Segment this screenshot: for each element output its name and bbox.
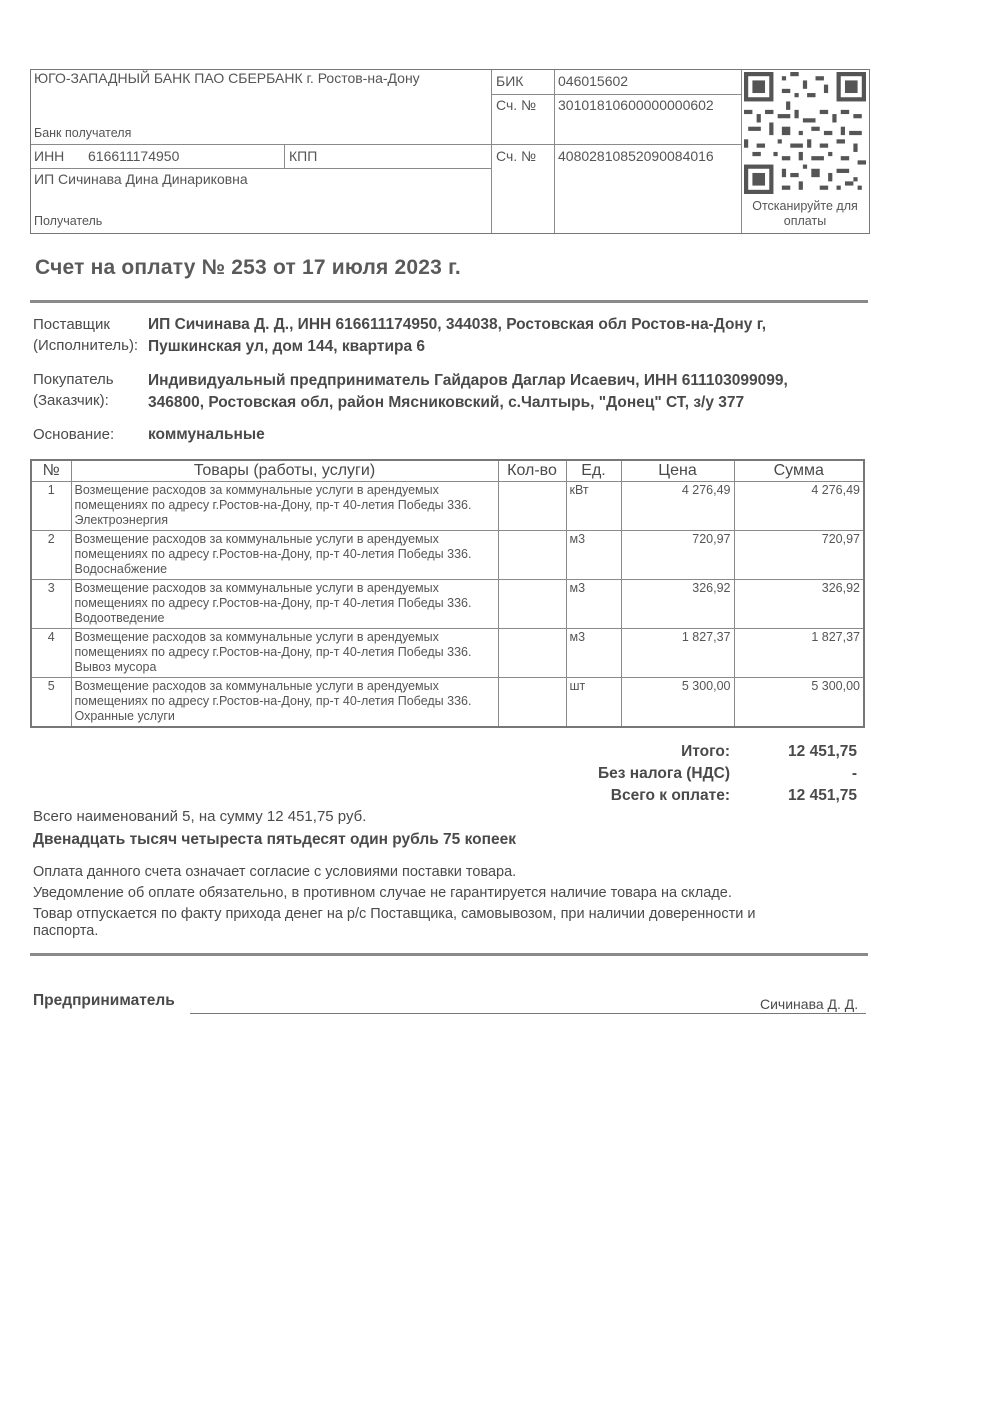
items-count-summary: Всего наименований 5, на сумму 12 451,75 руб. xyxy=(33,808,367,825)
amount-in-words: Двенадцать тысяч четыреста пятьдесят один рубль 75 копеек xyxy=(33,831,516,848)
note-line-1: Оплата данного счета означает согласие с условиями поставки товара. xyxy=(33,864,517,880)
row-unit: м3 xyxy=(566,531,621,580)
total-value: 12 451,75 xyxy=(788,743,857,760)
inn-value: 616611174950 xyxy=(88,148,180,164)
bank-name: ЮГО-ЗАПАДНЫЙ БАНК ПАО СБЕРБАНК г. Ростов-на-Дону xyxy=(34,70,420,86)
recipient-label: Получатель xyxy=(34,214,103,228)
table-row xyxy=(31,580,864,629)
row-name: Возмещение расходов за коммунальные услуги в арендуемых помещениях по адресу г.Ростов-на-Дону, пр-т 40-летия Победы 336. Охранные услуги xyxy=(71,678,498,728)
account-value: 40802810852090084016 xyxy=(558,148,714,164)
col-header-number: № xyxy=(31,460,71,482)
tax-value: - xyxy=(851,765,857,782)
signature-line xyxy=(190,1013,866,1014)
total-label: Итого: xyxy=(681,743,730,760)
col-header-unit: Ед. xyxy=(566,460,621,482)
corr-account-value: 30101810600000000602 xyxy=(558,97,714,113)
kpp-label: КПП xyxy=(289,148,318,164)
row-name: Возмещение расходов за коммунальные услуги в арендуемых помещениях по адресу г.Ростов-на-Дону, пр-т 40-летия Победы 336. Водоснабжение xyxy=(71,531,498,580)
row-sum: 720,97 xyxy=(734,531,864,580)
table-row xyxy=(31,531,864,580)
row-unit: шт xyxy=(566,678,621,728)
inn-label: ИНН xyxy=(34,148,65,164)
pay-total-label: Всего к оплате: xyxy=(610,787,730,804)
goods-table xyxy=(30,459,865,728)
buyer-line2: 346800, Ростовская обл, район Мясниковский, с.Чалтырь, "Донец" СТ, з/у 377 xyxy=(148,394,745,411)
buyer-line1: Индивидуальный предприниматель Гайдаров Даглар Исаевич, ИНН 611103099099, xyxy=(148,372,788,389)
table-row xyxy=(31,678,864,728)
col-header-sum: Сумма xyxy=(734,460,864,482)
row-price: 1 827,37 xyxy=(621,629,734,678)
row-qty xyxy=(498,482,566,531)
row-sum: 1 827,37 xyxy=(734,629,864,678)
row-sum: 4 276,49 xyxy=(734,482,864,531)
row-number: 3 xyxy=(31,580,71,629)
row-qty xyxy=(498,678,566,728)
tax-label: Без налога (НДС) xyxy=(598,765,730,782)
row-price: 720,97 xyxy=(621,531,734,580)
account-label: Сч. № xyxy=(496,148,537,164)
corr-account-label: Сч. № xyxy=(496,97,537,113)
supplier-label: Поставщик (Исполнитель): xyxy=(33,316,139,354)
table-row xyxy=(31,629,864,678)
recipient-name: ИП Сичинава Дина Динариковна xyxy=(34,171,248,187)
row-number: 1 xyxy=(31,482,71,531)
row-qty xyxy=(498,629,566,678)
note-line-3: Товар отпускается по факту прихода денег на р/с Поставщика, самовывозом, при наличии доверенности и xyxy=(33,906,756,922)
bank-label: Банк получателя xyxy=(34,126,132,140)
note-line-2: Уведомление об оплате обязательно, в противном случае не гарантируется наличие товара на складе. xyxy=(33,885,732,901)
row-unit: м3 xyxy=(566,580,621,629)
row-sum: 326,92 xyxy=(734,580,864,629)
row-price: 4 276,49 xyxy=(621,482,734,531)
bik-value: 046015602 xyxy=(558,73,629,89)
row-qty xyxy=(498,580,566,629)
row-name: Возмещение расходов за коммунальные услуги в арендуемых помещениях по адресу г.Ростов-на-Дону, пр-т 40-летия Победы 336. Электроэнергия xyxy=(71,482,498,531)
basis-value: коммунальные xyxy=(148,426,265,443)
row-price: 5 300,00 xyxy=(621,678,734,728)
title-divider xyxy=(30,300,868,303)
row-number: 4 xyxy=(31,629,71,678)
qr-code-icon xyxy=(744,72,866,194)
row-unit: м3 xyxy=(566,629,621,678)
row-unit: кВт xyxy=(566,482,621,531)
footer-divider xyxy=(30,953,868,956)
bik-label: БИК xyxy=(496,73,524,89)
row-name: Возмещение расходов за коммунальные услуги в арендуемых помещениях по адресу г.Ростов-на-Дону, пр-т 40-летия Победы 336. Водоотведение xyxy=(71,580,498,629)
supplier-line1: ИП Сичинава Д. Д., ИНН 616611174950, 344038, Ростовская обл Ростов-на-Дону г, xyxy=(148,316,767,333)
col-header-price: Цена xyxy=(621,460,734,482)
col-header-qty: Кол-во xyxy=(498,460,566,482)
table-row xyxy=(31,482,864,531)
basis-label: Основание: xyxy=(33,426,115,443)
note-line-4: паспорта. xyxy=(33,923,99,939)
row-number: 2 xyxy=(31,531,71,580)
qr-caption: Отсканируйте для оплаты xyxy=(752,199,858,228)
row-number: 5 xyxy=(31,678,71,728)
page-title: Счет на оплату № 253 от 17 июля 2023 г. xyxy=(35,256,461,279)
signature-name: Сичинава Д. Д. xyxy=(760,996,859,1012)
signature-label: Предприниматель xyxy=(33,992,175,1009)
pay-total-value: 12 451,75 xyxy=(788,787,857,804)
buyer-label: Покупатель (Заказчик): xyxy=(33,371,114,409)
row-qty xyxy=(498,531,566,580)
row-name: Возмещение расходов за коммунальные услуги в арендуемых помещениях по адресу г.Ростов-на-Дону, пр-т 40-летия Победы 336. Вывоз мусора xyxy=(71,629,498,678)
col-header-goods: Товары (работы, услуги) xyxy=(71,460,498,482)
row-sum: 5 300,00 xyxy=(734,678,864,728)
supplier-line2: Пушкинская ул, дом 144, квартира 6 xyxy=(148,338,426,355)
row-price: 326,92 xyxy=(621,580,734,629)
table-header-row xyxy=(31,460,864,482)
